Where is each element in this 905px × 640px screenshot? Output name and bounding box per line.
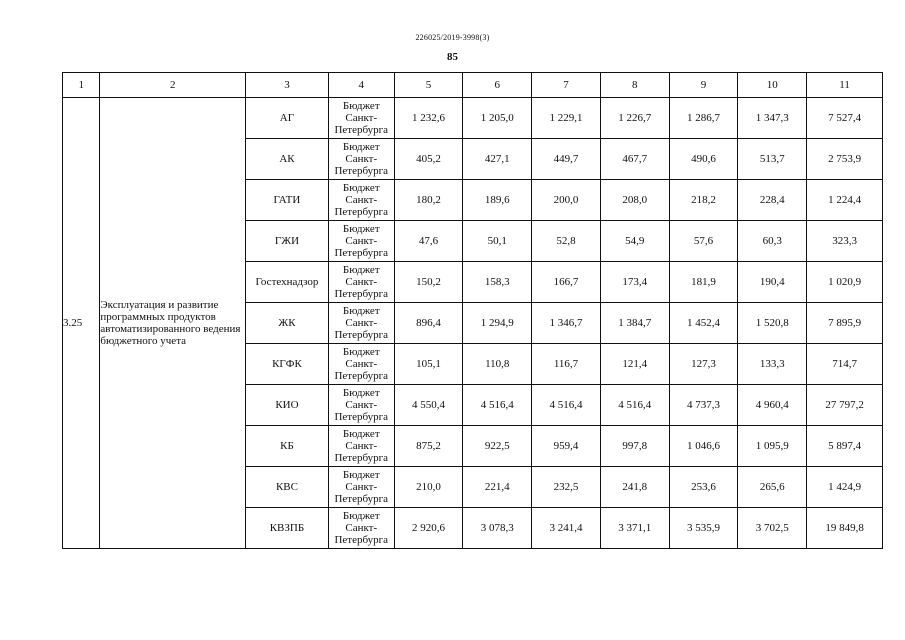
funding-source-line: Санкт- — [345, 522, 378, 534]
column-header-5: 5 — [394, 73, 463, 98]
page-number: 85 — [447, 51, 458, 63]
value-cell: 1 452,4 — [669, 303, 738, 344]
value-cell: 1 232,6 — [394, 98, 463, 139]
value-cell: 490,6 — [669, 139, 738, 180]
value-cell: 19 849,8 — [807, 508, 883, 549]
value-cell: 1 520,8 — [738, 303, 807, 344]
funding-source-line: Петербурга — [334, 493, 389, 505]
value-cell: 228,4 — [738, 180, 807, 221]
organization-cell: КГФК — [246, 344, 329, 385]
value-cell: 467,7 — [600, 139, 669, 180]
value-cell: 241,8 — [600, 467, 669, 508]
funding-source-cell — [328, 221, 394, 262]
column-header-7: 7 — [532, 73, 601, 98]
value-cell: 1 424,9 — [807, 467, 883, 508]
value-cell: 513,7 — [738, 139, 807, 180]
value-cell: 1 095,9 — [738, 426, 807, 467]
value-cell: 1 347,3 — [738, 98, 807, 139]
value-cell: 997,8 — [600, 426, 669, 467]
funding-source-cell — [328, 344, 394, 385]
value-cell: 218,2 — [669, 180, 738, 221]
value-cell: 323,3 — [807, 221, 883, 262]
funding-source-line: Петербурга — [334, 124, 389, 136]
funding-source-line: Санкт- — [345, 276, 378, 288]
funding-source-line: Петербурга — [334, 165, 389, 177]
value-cell: 116,7 — [532, 344, 601, 385]
funding-source-cell — [328, 467, 394, 508]
funding-source-line: Бюджет — [342, 141, 380, 153]
funding-source-line: Санкт- — [345, 194, 378, 206]
value-cell: 4 516,4 — [463, 385, 532, 426]
column-header-10: 10 — [738, 73, 807, 98]
organization-cell: АГ — [246, 98, 329, 139]
value-cell: 189,6 — [463, 180, 532, 221]
column-header-4: 4 — [328, 73, 394, 98]
funding-source-line: Бюджет — [342, 387, 380, 399]
value-cell: 1 205,0 — [463, 98, 532, 139]
value-cell: 449,7 — [532, 139, 601, 180]
table-header-row — [63, 73, 883, 98]
organization-cell: Гостехнадзор — [246, 262, 329, 303]
value-cell: 1 020,9 — [807, 262, 883, 303]
value-cell: 1 229,1 — [532, 98, 601, 139]
value-cell: 110,8 — [463, 344, 532, 385]
organization-cell: КБ — [246, 426, 329, 467]
funding-source-line: Петербурга — [334, 452, 389, 464]
value-cell: 253,6 — [669, 467, 738, 508]
funding-source-line: Бюджет — [342, 510, 380, 522]
value-cell: 221,4 — [463, 467, 532, 508]
value-cell: 50,1 — [463, 221, 532, 262]
value-cell: 714,7 — [807, 344, 883, 385]
funding-source-line: Бюджет — [342, 100, 380, 112]
value-cell: 2 920,6 — [394, 508, 463, 549]
item-name: Эксплуатация и развитие программных продуктов автоматизированного ведения бюджетного учета — [100, 98, 246, 549]
value-cell: 57,6 — [669, 221, 738, 262]
value-cell: 173,4 — [600, 262, 669, 303]
value-cell: 47,6 — [394, 221, 463, 262]
value-cell: 7 527,4 — [807, 98, 883, 139]
funding-source-line: Санкт- — [345, 112, 378, 124]
value-cell: 52,8 — [532, 221, 601, 262]
column-header-11: 11 — [807, 73, 883, 98]
column-header-1: 1 — [63, 73, 100, 98]
funding-source-line: Бюджет — [342, 428, 380, 440]
budget-table — [62, 72, 883, 549]
organization-cell: ГЖИ — [246, 221, 329, 262]
value-cell: 875,2 — [394, 426, 463, 467]
funding-source-line: Петербурга — [334, 247, 389, 259]
value-cell: 1 384,7 — [600, 303, 669, 344]
document-number: 226025/2019-3998(3) — [415, 33, 490, 42]
funding-source-line: Бюджет — [342, 182, 380, 194]
value-cell: 4 960,4 — [738, 385, 807, 426]
value-cell: 180,2 — [394, 180, 463, 221]
organization-cell: КВС — [246, 467, 329, 508]
funding-source-line: Бюджет — [342, 223, 380, 235]
funding-source-line: Петербурга — [334, 370, 389, 382]
value-cell: 158,3 — [463, 262, 532, 303]
funding-source-cell — [328, 426, 394, 467]
column-header-3: 3 — [246, 73, 329, 98]
value-cell: 105,1 — [394, 344, 463, 385]
funding-source-line: Бюджет — [342, 469, 380, 481]
funding-source-line: Петербурга — [334, 411, 389, 423]
funding-source-line: Санкт- — [345, 317, 378, 329]
value-cell: 4 516,4 — [532, 385, 601, 426]
funding-source-cell — [328, 98, 394, 139]
value-cell: 127,3 — [669, 344, 738, 385]
value-cell: 265,6 — [738, 467, 807, 508]
organization-cell: КВЗПБ — [246, 508, 329, 549]
value-cell: 959,4 — [532, 426, 601, 467]
value-cell: 3 241,4 — [532, 508, 601, 549]
funding-source-cell — [328, 180, 394, 221]
funding-source-line: Санкт- — [345, 481, 378, 493]
value-cell: 232,5 — [532, 467, 601, 508]
value-cell: 4 550,4 — [394, 385, 463, 426]
value-cell: 1 286,7 — [669, 98, 738, 139]
value-cell: 121,4 — [600, 344, 669, 385]
funding-source-line: Санкт- — [345, 153, 378, 165]
funding-source-line: Бюджет — [342, 305, 380, 317]
value-cell: 1 046,6 — [669, 426, 738, 467]
funding-source-line: Петербурга — [334, 534, 389, 546]
value-cell: 427,1 — [463, 139, 532, 180]
value-cell: 27 797,2 — [807, 385, 883, 426]
funding-source-cell — [328, 262, 394, 303]
value-cell: 3 078,3 — [463, 508, 532, 549]
organization-cell: ЖК — [246, 303, 329, 344]
value-cell: 3 371,1 — [600, 508, 669, 549]
value-cell: 405,2 — [394, 139, 463, 180]
value-cell: 181,9 — [669, 262, 738, 303]
item-number: 3.25 — [63, 98, 100, 549]
value-cell: 150,2 — [394, 262, 463, 303]
value-cell: 210,0 — [394, 467, 463, 508]
column-header-2: 2 — [100, 73, 246, 98]
funding-source-line: Бюджет — [342, 264, 380, 276]
organization-cell: ГАТИ — [246, 180, 329, 221]
column-header-8: 8 — [600, 73, 669, 98]
funding-source-line: Санкт- — [345, 235, 378, 247]
funding-source-cell — [328, 303, 394, 344]
value-cell: 1 224,4 — [807, 180, 883, 221]
value-cell: 208,0 — [600, 180, 669, 221]
funding-source-cell — [328, 139, 394, 180]
column-header-9: 9 — [669, 73, 738, 98]
funding-source-line: Петербурга — [334, 206, 389, 218]
value-cell: 190,4 — [738, 262, 807, 303]
value-cell: 166,7 — [532, 262, 601, 303]
value-cell: 200,0 — [532, 180, 601, 221]
funding-source-line: Санкт- — [345, 399, 378, 411]
funding-source-line: Санкт- — [345, 440, 378, 452]
value-cell: 5 897,4 — [807, 426, 883, 467]
value-cell: 133,3 — [738, 344, 807, 385]
value-cell: 2 753,9 — [807, 139, 883, 180]
funding-source-line: Петербурга — [334, 329, 389, 341]
organization-cell: КИО — [246, 385, 329, 426]
funding-source-line: Петербурга — [334, 288, 389, 300]
value-cell: 7 895,9 — [807, 303, 883, 344]
value-cell: 1 346,7 — [532, 303, 601, 344]
value-cell: 4 737,3 — [669, 385, 738, 426]
value-cell: 1 226,7 — [600, 98, 669, 139]
value-cell: 4 516,4 — [600, 385, 669, 426]
value-cell: 1 294,9 — [463, 303, 532, 344]
funding-source-cell — [328, 385, 394, 426]
value-cell: 54,9 — [600, 221, 669, 262]
organization-cell: АК — [246, 139, 329, 180]
value-cell: 922,5 — [463, 426, 532, 467]
table-row — [63, 98, 883, 139]
funding-source-line: Санкт- — [345, 358, 378, 370]
value-cell: 3 702,5 — [738, 508, 807, 549]
value-cell: 60,3 — [738, 221, 807, 262]
value-cell: 3 535,9 — [669, 508, 738, 549]
funding-source-line: Бюджет — [342, 346, 380, 358]
column-header-6: 6 — [463, 73, 532, 98]
value-cell: 896,4 — [394, 303, 463, 344]
funding-source-cell — [328, 508, 394, 549]
